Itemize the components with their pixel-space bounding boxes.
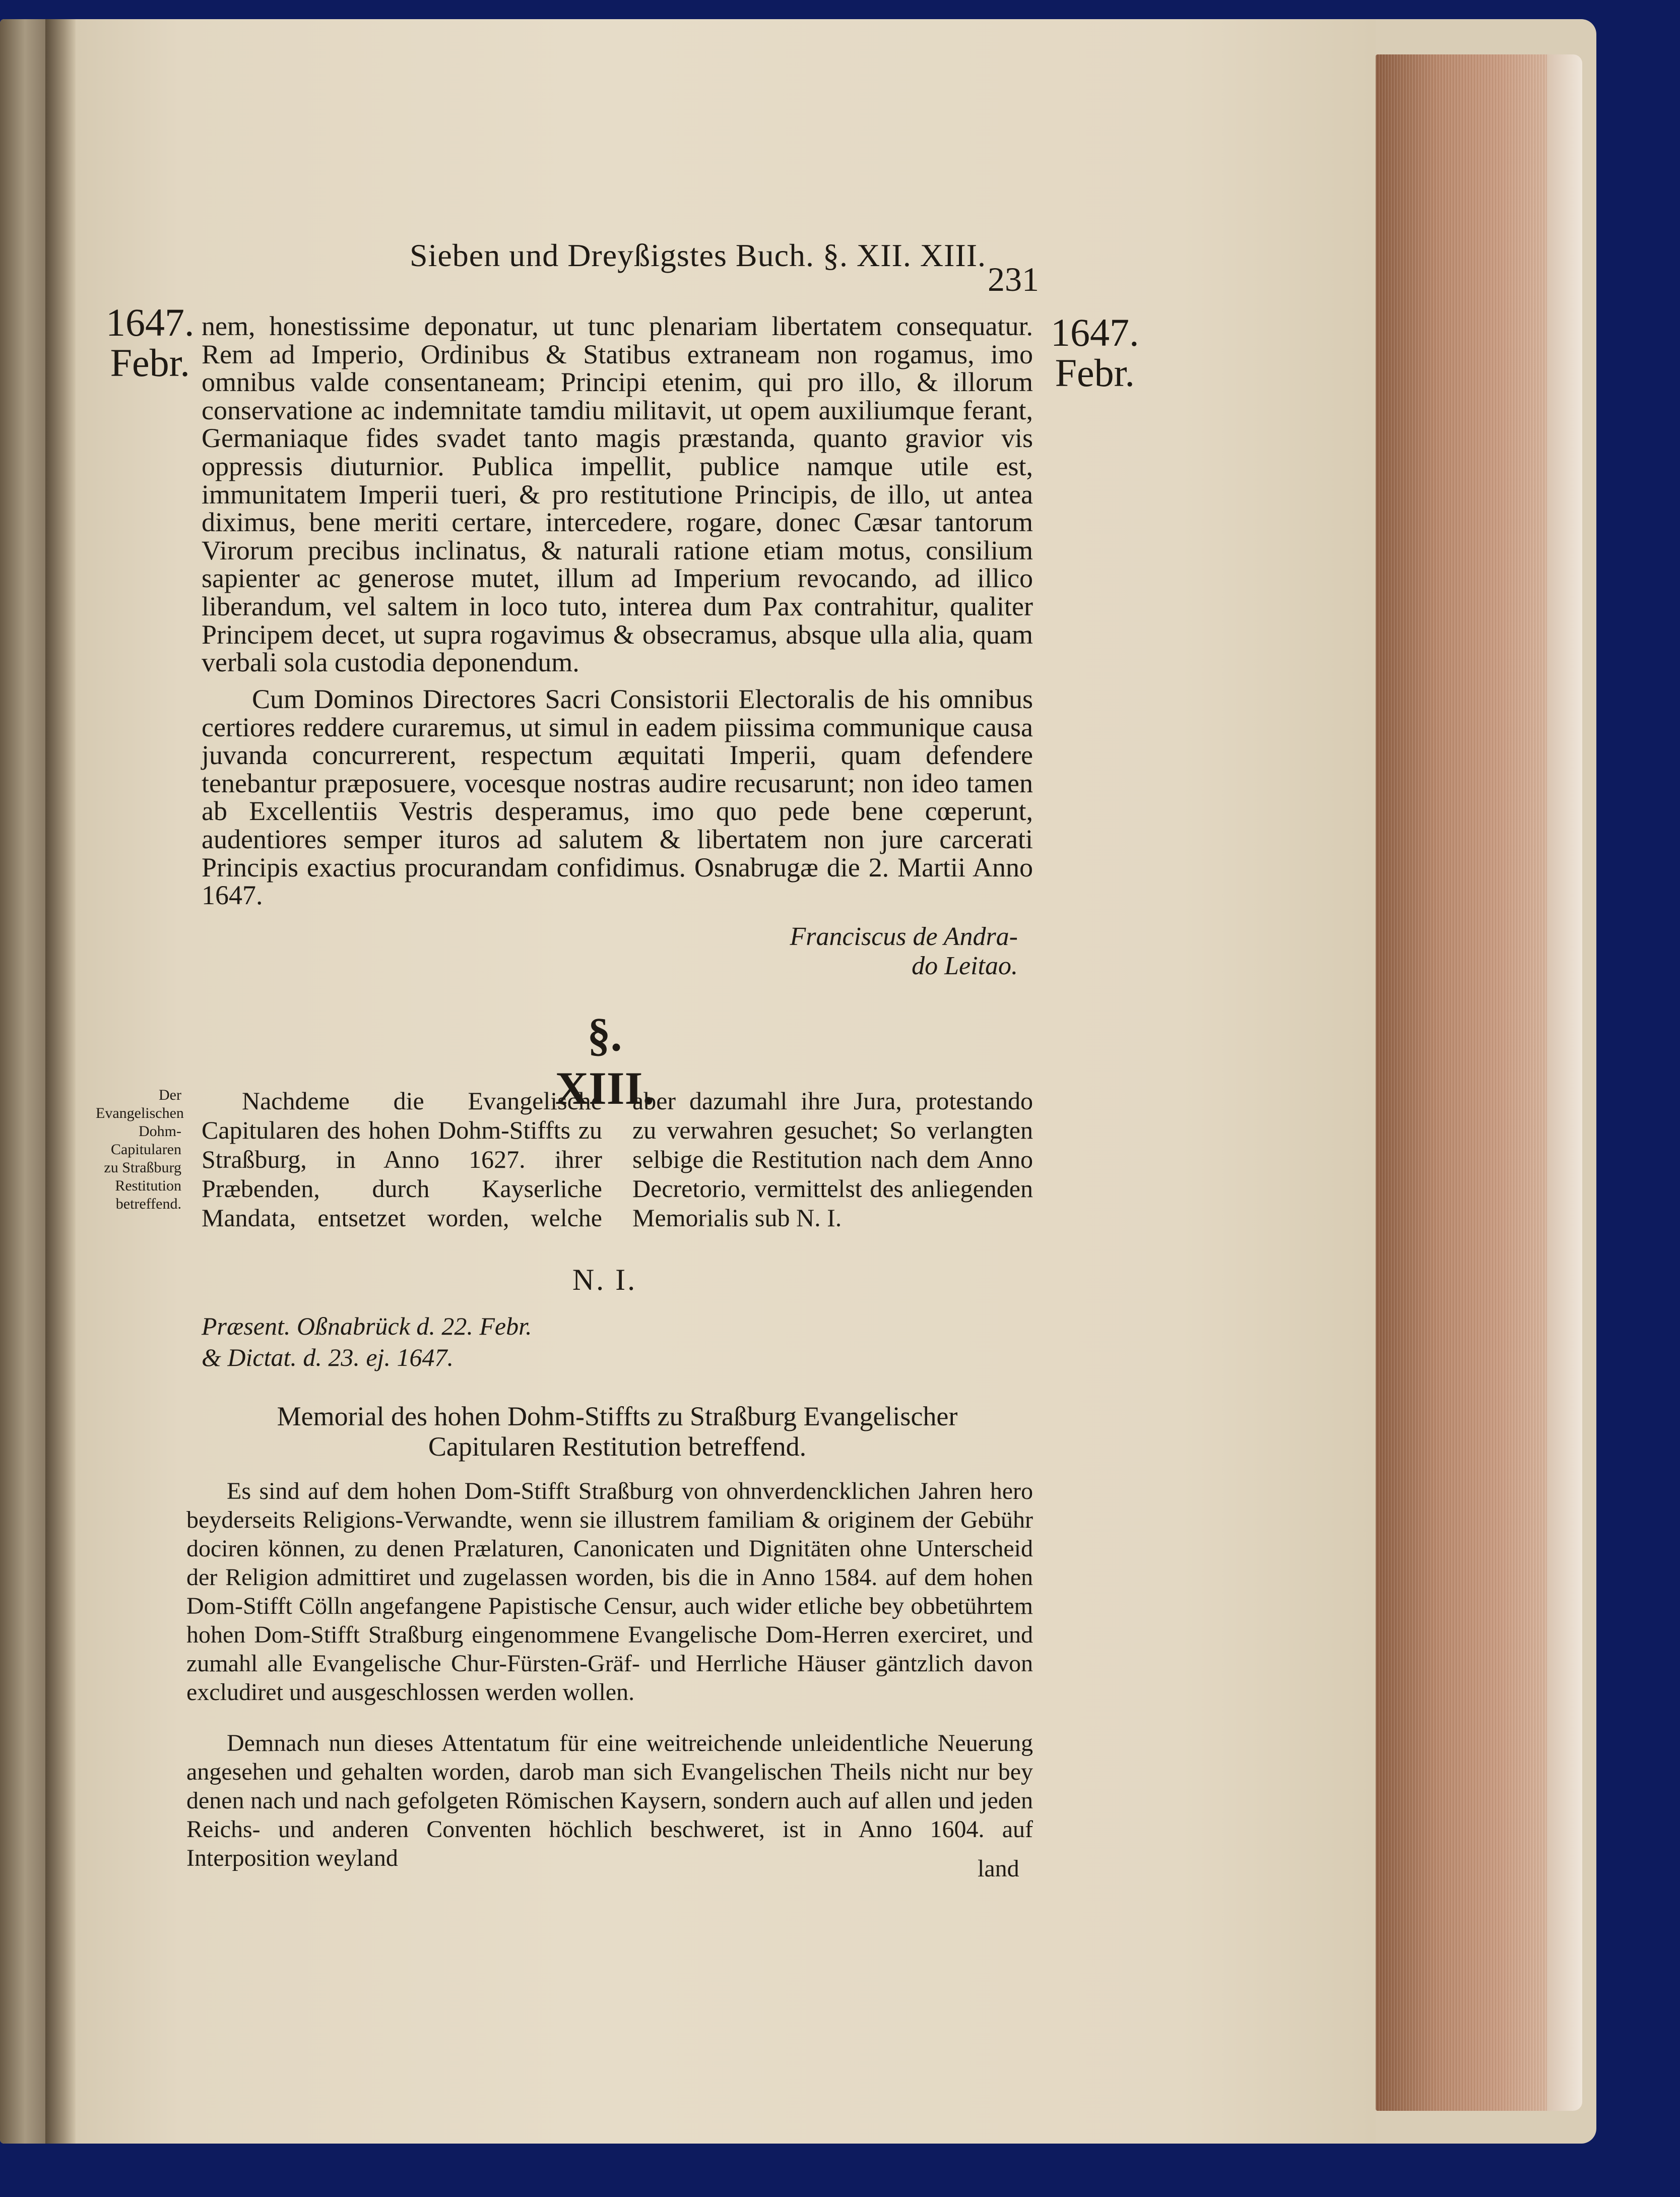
signature-line-2: do Leitao. bbox=[912, 952, 1018, 980]
margin-month: Febr. bbox=[110, 341, 190, 385]
book-gutter bbox=[45, 19, 76, 2144]
german-paragraph-1: Es sind auf dem hohen Dom-Stifft Straßburg von ohnverdencklichen Jahren hero beyderseits Religions-Verwandte, wenn sie illustrem familiam & originem der Gebühr dociren können, zu denen Prælaturen, Canonicaten und Dignitäten ohne Unterscheid der Religion admittiret und zugelassen worden, bis die in Anno 1584. auf dem hohen Dom-Stifft Cölln angefangene Papistische Censur, auch wider etliche bey obbetührtem hohen Dom-Stifft Straßburg eingenommene Evangelische Dom-Herren exerciret, und zumahl alle Evangelische Chur-Fürsten-Gräf- und Herrliche Häuser gäntzlich davon excludiret und ausgeschlossen werden wollen. bbox=[186, 1478, 1033, 1706]
signature bbox=[746, 922, 1018, 981]
memorial-title-line-2: Capitularen Restitution betreffend. bbox=[428, 1431, 807, 1462]
memorial-title-line-1: Memorial des hohen Dohm-Stiffts zu Straßburg Evangelischer bbox=[277, 1401, 958, 1431]
section-heading: §. XIII. bbox=[555, 1009, 655, 1114]
marginal-note: Der Evangelischen Dohm-Capitularen zu Straßburg Restitution betreffend. bbox=[96, 1087, 184, 1212]
two-column-paragraph: Nachdeme die Evangelische Capitularen des hohen Dohm-Stiffts zu Straßburg, in Anno 1627. ihrer Præbenden, durch Kayserliche Mandata, entsetzet worden, welche aber dazumahl ihre Jura, protestando zu verwahren gesuchet; So verlangten selbige die Restitution nach dem Anno Decretorio, vermittelst des anliegenden Memorialis sub N. I. bbox=[202, 1087, 1033, 1232]
signature-line-1: Franciscus de Andra- bbox=[790, 922, 1018, 951]
page-number: 231 bbox=[988, 260, 1039, 298]
margin-month: Febr. bbox=[1055, 351, 1135, 395]
margin-year: 1647. bbox=[106, 300, 195, 344]
facing-page-edge bbox=[0, 19, 45, 2144]
catchword: land bbox=[978, 1855, 1019, 1882]
memorial-title bbox=[202, 1401, 1033, 1462]
margin-date-left bbox=[106, 302, 195, 383]
latin-paragraph-1: nem, honestissime deponatur, ut tunc plenariam libertatem consequatur. Rem ad Imperio, Ordinibus & Statibus extraneam non rogamus, imo omnibus valde consentaneam; Principi etenim, qui pro illo, & illorum conservatione ac indemnitate tamdiu militavit, ut opem auxiliumque ferant, Germaniaque fides svadet tanto magis præstanda, quanto gravior vis oppressis diuturnior. Publica impellit, publice namque utile est, immunitatem Imperii tueri, & pro restitutione Principis, de illo, ut antea diximus, bene meriti certare, intercedere, rogare, donec Cæsar tantorum Virorum precibus inclinatus, & naturali ratione etiam motus, consilium sapienter ac generose mutet, illum ad Imperium revocando, ad illico liberandum, vel saltem in loco tuto, interea dum Pax contrahitur, qualiter Principem decet, ut supra rogavimus & obsecramus, absque ulla alia, quam verbali sola custodia deponendum. bbox=[202, 311, 1033, 678]
german-paragraph-2: Demnach nun dieses Attentatum für eine weitreichende unleidentliche Neuerung angesehen und gehalten worden, darob man sich Evangelischen Theils nicht nur bey denen nach und nach gefolgeten Römischen Kaysern, sondern auch auf allen und jeden Reichs- und anderen Conventen höchlich beschweret, ist in Anno 1604. auf Interposition weyland bbox=[186, 1730, 1033, 1871]
two-column-text bbox=[202, 1086, 1033, 1232]
presentation-line-2: & Dictat. d. 23. ej. 1647. bbox=[202, 1343, 454, 1371]
presentation-note bbox=[202, 1310, 655, 1373]
margin-year: 1647. bbox=[1051, 310, 1139, 354]
presentation-line-1: Præsent. Oßnabrück d. 22. Febr. bbox=[202, 1312, 532, 1340]
margin-date-right bbox=[1051, 312, 1139, 393]
document-label: N. I. bbox=[572, 1263, 637, 1296]
page-block-edges bbox=[1376, 54, 1582, 2111]
running-head: Sieben und Dreyßigstes Buch. §. XII. XIII. bbox=[410, 237, 986, 273]
latin-paragraph-2: Cum Dominos Directores Sacri Consistorii Electoralis de his omnibus certiores reddere curaremus, ut simul in eadem piissima communique causa juvanda concurrerent, respectum æquitati Imperii, quam defendere tenebantur præposuere, vocesque nostras audire recusarunt; non ideo tamen ab Excellentiis Vestris desperamus, imo quo pede bene cœperunt, audentiores semper ituros ad salutem & libertatem non jure carcerati Principis exactius procurandam confidimus. Osnabrugæ die 2. Martii Anno 1647. bbox=[202, 684, 1033, 911]
